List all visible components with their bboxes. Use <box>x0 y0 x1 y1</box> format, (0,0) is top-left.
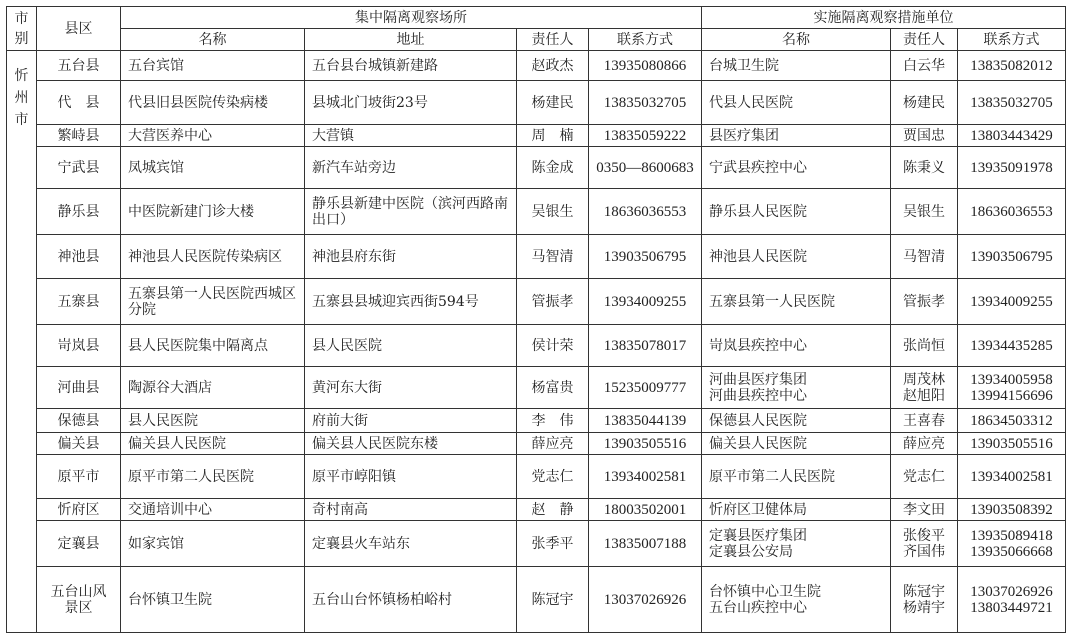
site-person-cell: 李 伟 <box>517 409 589 433</box>
unit-name-cell: 台怀镇中心卫生院 五台山疾控中心 <box>702 567 891 633</box>
county-cell: 偏关县 <box>37 433 121 455</box>
county-cell: 五寨县 <box>37 279 121 325</box>
county-cell: 静乐县 <box>37 189 121 235</box>
unit-phone-cell: 13803443429 <box>958 125 1066 147</box>
table-row <box>7 189 1066 235</box>
header-row-2 <box>7 29 1066 51</box>
unit-name-cell: 偏关县人民医院 <box>702 433 891 455</box>
site-name-cell: 大营医养中心 <box>121 125 305 147</box>
site-phone-cell: 13934002581 <box>589 455 702 499</box>
site-address-cell: 黄河东大街 <box>305 367 517 409</box>
unit-name-cell: 忻府区卫健体局 <box>702 499 891 521</box>
site-phone-cell: 13835078017 <box>589 325 702 367</box>
site-address-cell: 定襄县火车站东 <box>305 521 517 567</box>
unit-name-cell: 县医疗集团 <box>702 125 891 147</box>
unit-person-cell: 张俊平 齐国伟 <box>891 521 958 567</box>
unit-name-cell: 定襄县医疗集团 定襄县公安局 <box>702 521 891 567</box>
site-name-cell: 神池县人民医院传染病区 <box>121 235 305 279</box>
table-row <box>7 409 1066 433</box>
unit-person-cell: 周茂林 赵旭阳 <box>891 367 958 409</box>
site-address-cell: 神池县府东街 <box>305 235 517 279</box>
site-person-cell: 杨富贵 <box>517 367 589 409</box>
site-name-cell: 台怀镇卫生院 <box>121 567 305 633</box>
unit-phone-cell: 13934435285 <box>958 325 1066 367</box>
unit-person-cell: 贾国忠 <box>891 125 958 147</box>
header-unit-person: 责任人 <box>891 29 958 51</box>
unit-name-cell: 五寨县第一人民医院 <box>702 279 891 325</box>
unit-person-cell: 张尚恒 <box>891 325 958 367</box>
table-row <box>7 567 1066 633</box>
table-row <box>7 51 1066 81</box>
county-cell: 定襄县 <box>37 521 121 567</box>
unit-person-cell: 杨建民 <box>891 81 958 125</box>
table-row <box>7 81 1066 125</box>
unit-name-cell: 岢岚县疾控中心 <box>702 325 891 367</box>
unit-phone-cell: 18636036553 <box>958 189 1066 235</box>
unit-name-cell: 原平市第二人民医院 <box>702 455 891 499</box>
site-phone-cell: 18636036553 <box>589 189 702 235</box>
site-person-cell: 马智清 <box>517 235 589 279</box>
site-address-cell: 大营镇 <box>305 125 517 147</box>
site-name-cell: 凤城宾馆 <box>121 147 305 189</box>
site-person-cell: 管振孝 <box>517 279 589 325</box>
header-row-1 <box>7 7 1066 29</box>
site-name-cell: 五台宾馆 <box>121 51 305 81</box>
site-phone-cell: 13903506795 <box>589 235 702 279</box>
site-name-cell: 县人民医院集中隔离点 <box>121 325 305 367</box>
unit-phone-cell: 13903508392 <box>958 499 1066 521</box>
site-person-cell: 陈金成 <box>517 147 589 189</box>
site-person-cell: 侯计荣 <box>517 325 589 367</box>
table-row <box>7 147 1066 189</box>
header-group-unit: 实施隔离观察措施单位 <box>702 7 1066 29</box>
site-phone-cell: 0350—8600683 <box>589 147 702 189</box>
site-name-cell: 交通培训中心 <box>121 499 305 521</box>
site-address-cell: 新汽车站旁边 <box>305 147 517 189</box>
site-name-cell: 原平市第二人民医院 <box>121 455 305 499</box>
unit-phone-cell: 18634503312 <box>958 409 1066 433</box>
table-row <box>7 279 1066 325</box>
unit-phone-cell: 13903505516 <box>958 433 1066 455</box>
site-address-cell: 五寨县县城迎宾西街594号 <box>305 279 517 325</box>
site-address-cell: 静乐县新建中医院（滨河西路南出口） <box>305 189 517 235</box>
site-address-cell: 原平市崞阳镇 <box>305 455 517 499</box>
site-person-cell: 吴银生 <box>517 189 589 235</box>
site-phone-cell: 13903505516 <box>589 433 702 455</box>
site-address-cell: 县城北门坡街23号 <box>305 81 517 125</box>
unit-person-cell: 管振孝 <box>891 279 958 325</box>
unit-phone-cell: 13935089418 13935066668 <box>958 521 1066 567</box>
header-unit-phone: 联系方式 <box>958 29 1066 51</box>
site-name-cell: 县人民医院 <box>121 409 305 433</box>
county-cell: 保德县 <box>37 409 121 433</box>
site-person-cell: 党志仁 <box>517 455 589 499</box>
site-phone-cell: 13835044139 <box>589 409 702 433</box>
header-group-site: 集中隔离观察场所 <box>121 7 702 29</box>
table-row <box>7 521 1066 567</box>
header-county: 县区 <box>37 7 121 51</box>
table-row <box>7 125 1066 147</box>
unit-name-cell: 台城卫生院 <box>702 51 891 81</box>
table-row <box>7 455 1066 499</box>
unit-person-cell: 陈秉义 <box>891 147 958 189</box>
isolation-sites-table-container <box>6 6 1066 633</box>
unit-name-cell: 保德县人民医院 <box>702 409 891 433</box>
county-cell: 忻府区 <box>37 499 121 521</box>
header-site-address: 地址 <box>305 29 517 51</box>
county-cell: 繁峙县 <box>37 125 121 147</box>
site-phone-cell: 13835032705 <box>589 81 702 125</box>
site-person-cell: 赵 静 <box>517 499 589 521</box>
unit-person-cell: 陈冠宇 杨靖宇 <box>891 567 958 633</box>
unit-name-cell: 河曲县医疗集团 河曲县疾控中心 <box>702 367 891 409</box>
site-name-cell: 代县旧县医院传染病楼 <box>121 81 305 125</box>
unit-phone-cell: 13934009255 <box>958 279 1066 325</box>
site-person-cell: 陈冠宇 <box>517 567 589 633</box>
site-name-cell: 如家宾馆 <box>121 521 305 567</box>
unit-person-cell: 薛应亮 <box>891 433 958 455</box>
site-person-cell: 张季平 <box>517 521 589 567</box>
unit-phone-cell: 13903506795 <box>958 235 1066 279</box>
isolation-sites-table <box>6 6 1066 633</box>
header-site-name: 名称 <box>121 29 305 51</box>
unit-name-cell: 神池县人民医院 <box>702 235 891 279</box>
unit-person-cell: 王喜春 <box>891 409 958 433</box>
site-name-cell: 中医院新建门诊大楼 <box>121 189 305 235</box>
unit-phone-cell: 13935091978 <box>958 147 1066 189</box>
unit-phone-cell: 13934002581 <box>958 455 1066 499</box>
site-address-cell: 偏关县人民医院东楼 <box>305 433 517 455</box>
site-person-cell: 薛应亮 <box>517 433 589 455</box>
unit-person-cell: 李文田 <box>891 499 958 521</box>
unit-phone-cell: 13037026926 13803449721 <box>958 567 1066 633</box>
site-phone-cell: 13935080866 <box>589 51 702 81</box>
unit-name-cell: 静乐县人民医院 <box>702 189 891 235</box>
county-cell: 岢岚县 <box>37 325 121 367</box>
site-phone-cell: 13835059222 <box>589 125 702 147</box>
county-cell: 原平市 <box>37 455 121 499</box>
table-row <box>7 499 1066 521</box>
county-cell: 五台县 <box>37 51 121 81</box>
table-row <box>7 367 1066 409</box>
site-address-cell: 府前大街 <box>305 409 517 433</box>
unit-name-cell: 代县人民医院 <box>702 81 891 125</box>
site-phone-cell: 13934009255 <box>589 279 702 325</box>
site-address-cell: 县人民医院 <box>305 325 517 367</box>
table-body <box>7 7 1066 633</box>
unit-phone-cell: 13835032705 <box>958 81 1066 125</box>
site-phone-cell: 18003502001 <box>589 499 702 521</box>
site-person-cell: 周 楠 <box>517 125 589 147</box>
county-cell: 代 县 <box>37 81 121 125</box>
header-city: 市别 <box>7 7 37 51</box>
table-row <box>7 433 1066 455</box>
city-cell: 忻州市 <box>7 51 37 633</box>
table-row <box>7 325 1066 367</box>
site-phone-cell: 13037026926 <box>589 567 702 633</box>
header-site-person: 责任人 <box>517 29 589 51</box>
site-phone-cell: 13835007188 <box>589 521 702 567</box>
header-site-phone: 联系方式 <box>589 29 702 51</box>
site-name-cell: 偏关县人民医院 <box>121 433 305 455</box>
site-phone-cell: 15235009777 <box>589 367 702 409</box>
unit-name-cell: 宁武县疾控中心 <box>702 147 891 189</box>
site-address-cell: 五台县台城镇新建路 <box>305 51 517 81</box>
unit-person-cell: 党志仁 <box>891 455 958 499</box>
table-row <box>7 235 1066 279</box>
site-name-cell: 陶源谷大酒店 <box>121 367 305 409</box>
site-address-cell: 五台山台怀镇杨柏峪村 <box>305 567 517 633</box>
site-address-cell: 奇村南高 <box>305 499 517 521</box>
unit-person-cell: 白云华 <box>891 51 958 81</box>
site-person-cell: 杨建民 <box>517 81 589 125</box>
county-cell: 神池县 <box>37 235 121 279</box>
header-unit-name: 名称 <box>702 29 891 51</box>
unit-person-cell: 马智清 <box>891 235 958 279</box>
county-cell: 五台山风景区 <box>37 567 121 633</box>
unit-phone-cell: 13934005958 13994156696 <box>958 367 1066 409</box>
site-name-cell: 五寨县第一人民医院西城区分院 <box>121 279 305 325</box>
unit-person-cell: 吴银生 <box>891 189 958 235</box>
unit-phone-cell: 13835082012 <box>958 51 1066 81</box>
county-cell: 河曲县 <box>37 367 121 409</box>
site-person-cell: 赵政杰 <box>517 51 589 81</box>
county-cell: 宁武县 <box>37 147 121 189</box>
